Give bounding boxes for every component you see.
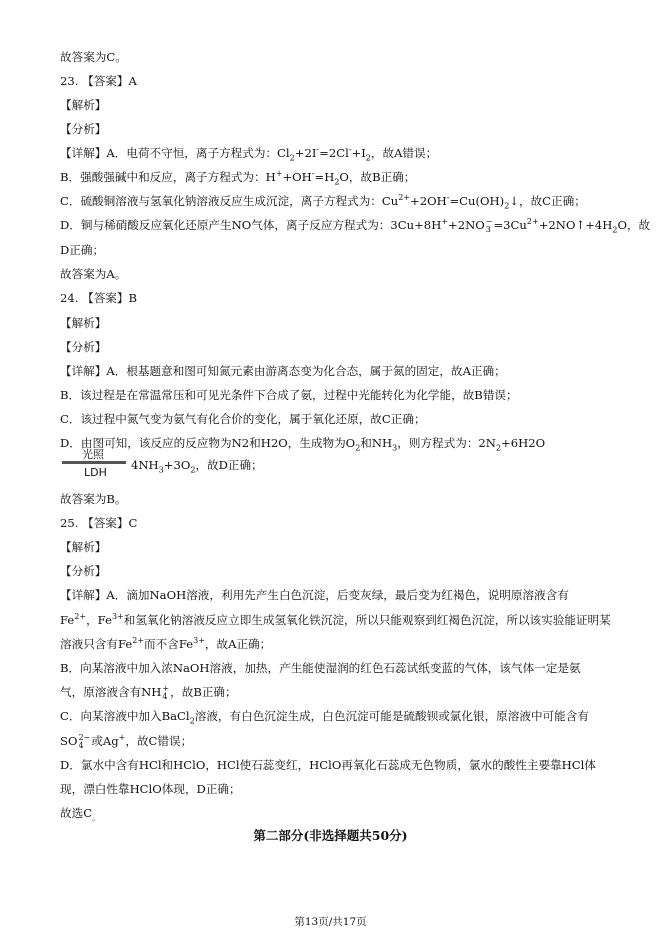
q25-detail-d-1: D．氯水中含有HCl和HClO，HCl使石蕊变红，HClO再氧化石蕊成无色物质，氯水的酸性主要靠HCl体 (60, 758, 596, 772)
q24-detail-a: 【详解】A．根基题意和图可知氮元素由游离态变为化合态，属于氮的固定，故A正确； (60, 364, 506, 378)
condition-catalyst: LDH (84, 466, 107, 479)
q23-fenxi: 【分析】 (60, 122, 107, 136)
q24-conclusion: 故答案为B。 (60, 492, 127, 506)
q24-jiexi: 【解析】 (60, 316, 107, 330)
q23-detail-a: 【详解】A．电荷不守恒，离子方程式为：$Cl_2+2I^-=2Cl^-+I_2$，故A错误； (60, 145, 438, 163)
q24-detail-d: D．由图可知，该反应的反应物为N2和H2O，生成物为$O_2$和$NH_3$，则方程式为：$2N_2+6H2O$ (60, 436, 546, 453)
reaction-condition-arrow (60, 446, 128, 486)
q24-answer-heading: 24. 【答案】B (60, 291, 138, 305)
q25-jiexi: 【解析】 (60, 540, 107, 554)
q25-detail-b-1: B．向某溶液中加入浓NaOH溶液，加热，产生能使湿润的红色石蕊试纸变蓝的气体，该气体一定是氨 (60, 661, 581, 675)
q25-detail-a-2: $Fe^{2+}$，$Fe^{3+}$和氢氧化钠溶液反应立即生成氢氧化铁沉淀，所以只能观察到红褐色沉淀，所以该实验能证明某 (60, 612, 611, 627)
q25-answer-heading: 25. 【答案】C (60, 516, 138, 530)
q25-conclusion: 故选$C_。$ (60, 806, 101, 823)
q23-detail-d-cont: D正确； (60, 243, 105, 257)
reaction-arrow-bar (62, 461, 126, 464)
q25-detail-c-2: SO 2− 4 或Ag+，故C错误； (60, 733, 193, 750)
q23-detail-c: C．硫酸铜溶液与氢氧化钠溶液反应生成沉淀，离子方程式为：$Cu^{2+}+2OH^-=Cu(OH)_2↓$，故C正确； (60, 193, 586, 211)
q24-detail-d-product: $4NH_3+3O_2$，故D正确； (131, 458, 263, 475)
section-title: 第二部分(非选择题共50分) (253, 828, 408, 843)
answer-conclusion: 故答案为C。 (60, 50, 127, 64)
condition-light: 光照 (82, 448, 104, 461)
q25-detail-b-2: 气，原溶液含有NH + 4 ，故B正确； (60, 684, 237, 701)
q24-detail-b: B．该过程是在常温常压和可见光条件下合成了氨，过程中光能转化为化学能，故B错误； (60, 388, 518, 402)
q25-detail-d-2: 现，漂白性靠HClO体现，D正确； (60, 782, 241, 796)
page-footer: 第13页/共17页 (294, 916, 367, 928)
q24-detail-c: C．该过程中氮气变为氨气有化合价的变化，属于氧化还原，故C正确； (60, 412, 426, 426)
q24-fenxi: 【分析】 (60, 340, 107, 354)
q25-detail-a-3: 溶液只含有$Fe^{2+}$而不含$Fe^{3+}$，故A正确； (60, 636, 272, 651)
q25-detail-a-1: 【详解】A．滴加NaOH溶液，利用先产生白色沉淀，后变灰绿，最后变为红褐色，说明原溶液含有 (60, 588, 569, 602)
q25-fenxi: 【分析】 (60, 564, 107, 578)
q23-conclusion: 故答案为A。 (60, 267, 127, 281)
q23-detail-d: D．铜与稀硝酸反应氧化还原产生NO气体，离子反应方程式为：3Cu+8H++2NO − 3 $=3Cu^{2+}+2NO↑+4H_2O$，故 (60, 217, 651, 235)
q23-answer-heading: 23. 【答案】A (60, 74, 137, 88)
q23-detail-b: B．强酸强碱中和反应，离子方程式为：$H^++OH^-=H_2O$，故B正确； (60, 169, 416, 187)
q23-jiexi: 【解析】 (60, 98, 107, 112)
q25-detail-c-1: C．向某溶液中加入BaCl$_2$溶液，有白色沉淀生成，白色沉淀可能是硫酸钡或氯化银，原溶液中可能含有 (60, 709, 589, 726)
